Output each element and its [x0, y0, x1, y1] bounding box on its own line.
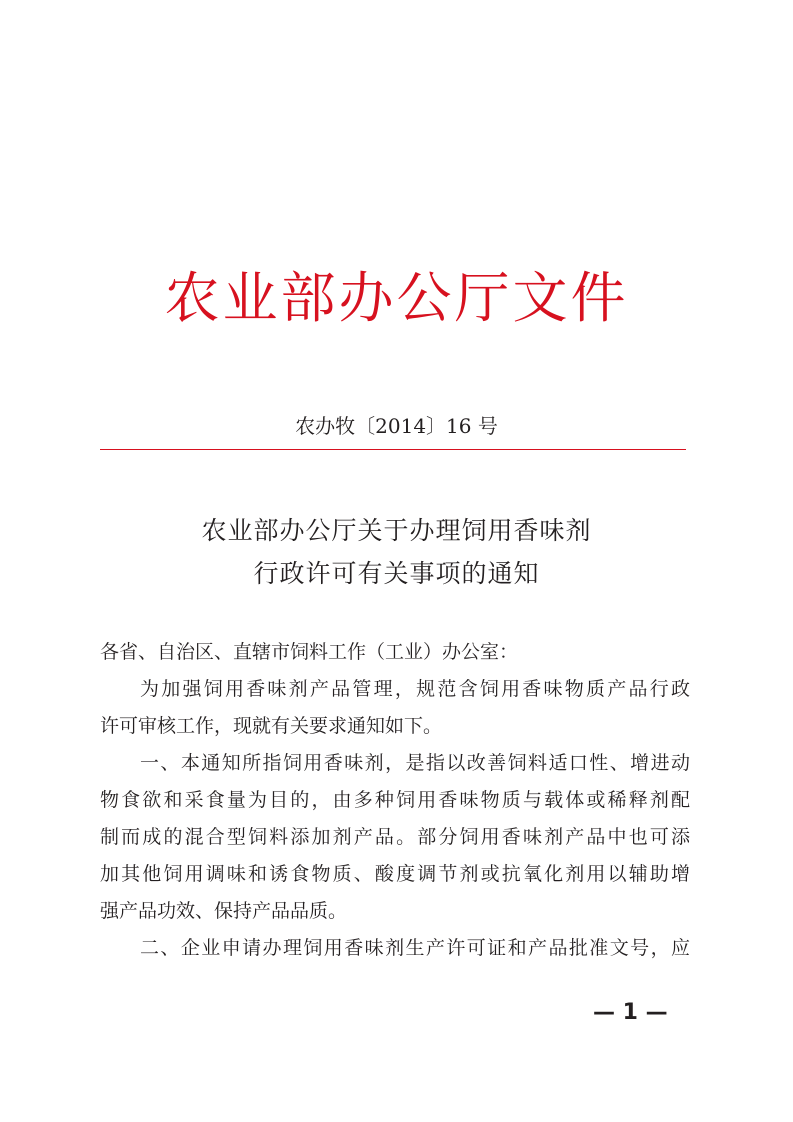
body-line: 制而成的混合型饲料添加剂产品。部分饲用香味剂产品中也可添 — [100, 826, 690, 848]
body-line: 强产品功效、保持产品品质。 — [100, 900, 348, 922]
body-line: 加其他饲用调味和诱食物质、酸度调节剂或抗氧化剂用以辅助增 — [100, 863, 690, 885]
body-line: 为加强饲用香味剂产品管理，规范含饲用香味物质产品行政 — [140, 678, 690, 700]
body-line: 一、本通知所指饲用香味剂，是指以改善饲料适口性、增进动 — [140, 752, 690, 774]
header-red-rule — [100, 449, 686, 450]
notice-body — [100, 634, 690, 967]
notice-title — [0, 509, 793, 595]
document-header-title: 农业部办公厅文件 — [164, 266, 629, 330]
document-number: 农办牧〔2014〕16 号 — [295, 414, 498, 438]
body-line: 许可审核工作，现就有关要求通知如下。 — [100, 715, 443, 737]
notice-title-line-1: 农业部办公厅关于办理饲用香味剂 — [201, 516, 592, 545]
body-line: 二、企业申请办理饲用香味剂生产许可证和产品批准文号，应 — [140, 937, 690, 959]
addressee-line: 各省、自治区、直辖市饲料工作（工业）办公室： — [100, 641, 519, 663]
body-line: 物食欲和采食量为目的，由多种饲用香味物质与载体或稀释剂配 — [100, 789, 690, 811]
page-number: — 1 — — [593, 1000, 668, 1025]
notice-title-line-2: 行政许可有关事项的通知 — [253, 559, 540, 588]
